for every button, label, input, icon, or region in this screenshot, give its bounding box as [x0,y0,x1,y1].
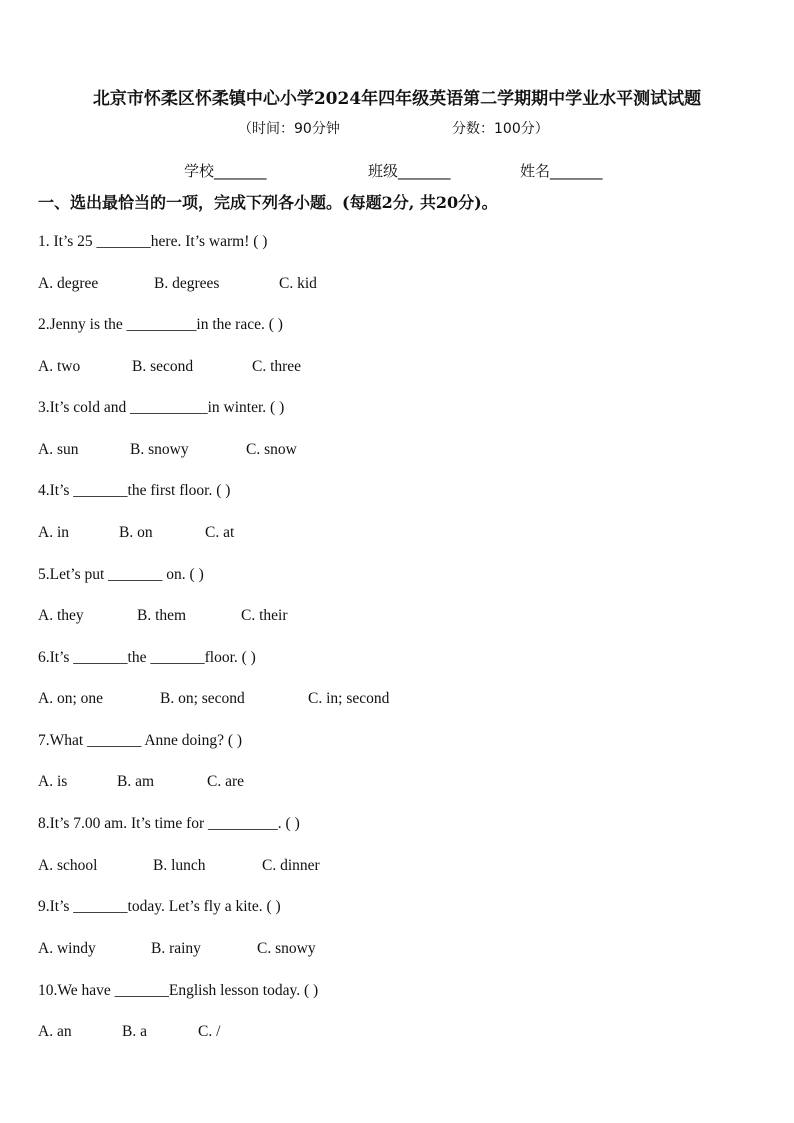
question-6-options [38,690,389,708]
option-b: B. snowy [130,441,189,458]
option-c: C. in; second [308,690,390,707]
option-c: C. / [198,1023,221,1040]
option-b: B. degrees [154,275,220,292]
option-a: A. in [38,524,69,541]
option-c: C. kid [279,275,317,292]
question-4-stem: 4.It’s _______the first floor. ( ) [38,482,231,499]
option-a: A. windy [38,940,96,957]
time-info: （时间：90分钟 [238,121,340,137]
question-8-stem: 8.It’s 7.00 am. It’s time for _________. ( ) [38,815,300,832]
question-9-stem: 9.It’s _______today. Let’s fly a kite. ( ) [38,898,281,915]
option-a: A. two [38,358,81,375]
question-1-options [38,275,317,293]
option-b: B. on; second [160,690,245,707]
option-a: A. they [38,607,84,624]
question-9-options [38,940,316,958]
option-c: C. are [207,773,245,790]
option-b: B. am [117,773,155,790]
option-c: C. at [205,524,235,541]
question-4-options [38,524,234,542]
score-info: 分数：100分） [452,121,549,137]
option-b: B. second [132,358,194,375]
option-a: A. sun [38,441,79,458]
option-c: C. three [252,358,302,375]
question-7-options [38,773,244,791]
question-8-options [38,857,320,875]
exam-title: 北京市怀柔区怀柔镇中心小学2024年四年级英语第二学期期中学业水平测试试题 [92,89,702,109]
name-field: 姓名_______ [520,162,603,180]
option-a: A. degree [38,275,99,292]
question-3-stem: 3.It’s cold and __________in winter. ( ) [38,399,285,416]
option-b: B. on [119,524,153,541]
option-a: A. on; one [38,690,104,707]
option-c: C. snow [246,441,297,458]
question-5-stem: 5.Let’s put _______ on. ( ) [38,566,204,583]
question-10-stem: 10.We have _______English lesson today. ( ) [38,982,319,999]
option-c: C. snowy [257,940,316,957]
option-b: B. a [122,1023,147,1040]
option-a: A. school [38,857,98,874]
school-field: 学校_______ [184,162,267,180]
question-1-stem: 1. It’s 25 _______here. It’s warm! ( ) [38,233,268,250]
question-7-stem: 7.What _______ Anne doing? ( ) [38,732,243,749]
question-10-options [38,1023,220,1041]
class-field: 班级_______ [368,162,451,180]
option-c: C. dinner [262,857,320,874]
option-b: B. lunch [153,857,206,874]
option-a: A. an [38,1023,72,1040]
question-5-options [38,607,288,625]
question-2-options [38,358,301,376]
question-2-stem: 2.Jenny is the _________in the race. ( ) [38,316,283,333]
option-a: A. is [38,773,68,790]
question-3-options [38,441,297,459]
question-6-stem: 6.It’s _______the _______floor. ( ) [38,649,256,666]
section-heading: 一、选出最恰当的一项，完成下列各小题。(每题2分, 共20分)。 [38,193,498,212]
option-b: B. them [137,607,187,624]
option-b: B. rainy [151,940,201,957]
option-c: C. their [241,607,288,624]
